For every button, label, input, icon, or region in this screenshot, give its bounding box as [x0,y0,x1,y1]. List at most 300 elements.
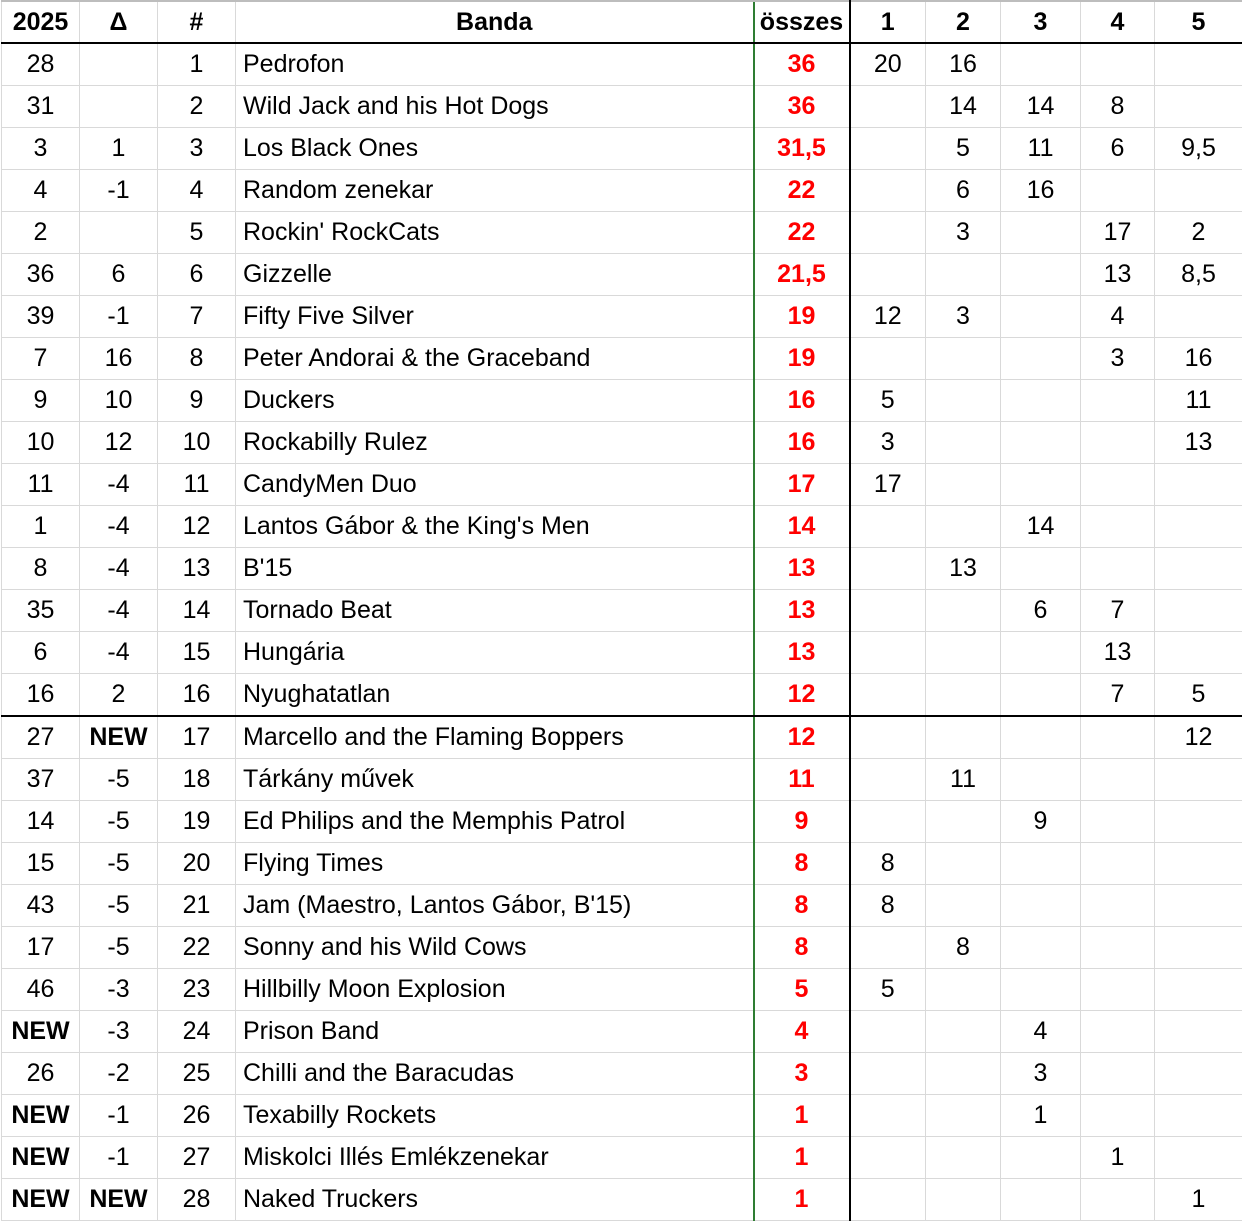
band-name-cell: Hungária [236,632,754,674]
round-5-cell [1155,927,1242,969]
delta-cell: 6 [80,254,158,296]
round-2-cell [926,716,1001,759]
round-4-cell [1081,43,1155,86]
round-3-cell [1001,632,1081,674]
table-row [2,632,1242,674]
band-name-cell: Marcello and the Flaming Boppers [236,716,754,759]
round-1-cell [850,128,926,170]
band-name-cell: Naked Truckers [236,1179,754,1221]
band-name-cell: Random zenekar [236,170,754,212]
table-row [2,885,1242,927]
year-cell: 46 [2,969,80,1011]
year-cell: 35 [2,590,80,632]
round-4-cell [1081,969,1155,1011]
round-3-cell: 9 [1001,801,1081,843]
col-header-round-2: 2 [926,1,1001,43]
round-2-cell: 16 [926,43,1001,86]
table-row [2,43,1242,86]
band-name-cell: Sonny and his Wild Cows [236,927,754,969]
delta-cell: -3 [80,1011,158,1053]
round-1-cell [850,86,926,128]
band-name-cell: Wild Jack and his Hot Dogs [236,86,754,128]
rank-cell: 21 [158,885,236,927]
rank-cell: 18 [158,759,236,801]
round-1-cell [850,759,926,801]
table-row [2,212,1242,254]
table-row [2,843,1242,885]
col-header-round-5: 5 [1155,1,1242,43]
total-cell: 17 [754,464,850,506]
round-4-cell: 3 [1081,338,1155,380]
round-1-cell [850,674,926,717]
round-1-cell [850,801,926,843]
round-2-cell [926,422,1001,464]
round-4-cell [1081,1011,1155,1053]
col-header-band: Banda [236,1,754,43]
round-2-cell [926,1179,1001,1221]
table-row [2,296,1242,338]
round-2-cell [926,843,1001,885]
rank-cell: 24 [158,1011,236,1053]
round-2-cell: 11 [926,759,1001,801]
round-3-cell [1001,254,1081,296]
table-row [2,801,1242,843]
table-row [2,464,1242,506]
round-4-cell [1081,843,1155,885]
delta-cell [80,86,158,128]
round-2-cell [926,1095,1001,1137]
rank-cell: 4 [158,170,236,212]
round-1-cell [850,1179,926,1221]
round-4-cell [1081,380,1155,422]
table-row [2,380,1242,422]
year-cell: 26 [2,1053,80,1095]
total-cell: 13 [754,632,850,674]
round-2-cell [926,885,1001,927]
round-3-cell [1001,43,1081,86]
round-3-cell: 4 [1001,1011,1081,1053]
round-3-cell [1001,843,1081,885]
col-header-year: 2025 [2,1,80,43]
round-2-cell [926,254,1001,296]
round-4-cell: 7 [1081,674,1155,717]
round-2-cell [926,380,1001,422]
rank-cell: 3 [158,128,236,170]
total-cell: 11 [754,759,850,801]
delta-cell: -5 [80,885,158,927]
round-3-cell [1001,1179,1081,1221]
total-cell: 8 [754,885,850,927]
round-5-cell [1155,590,1242,632]
year-cell: 1 [2,506,80,548]
rank-cell: 22 [158,927,236,969]
year-cell: NEW [2,1137,80,1179]
band-name-cell: Rockabilly Rulez [236,422,754,464]
round-4-cell [1081,1095,1155,1137]
delta-cell: -5 [80,843,158,885]
table-row [2,1053,1242,1095]
round-1-cell [850,170,926,212]
round-3-cell [1001,212,1081,254]
total-cell: 1 [754,1137,850,1179]
year-cell: 17 [2,927,80,969]
round-5-cell [1155,885,1242,927]
round-5-cell: 2 [1155,212,1242,254]
round-5-cell [1155,43,1242,86]
round-1-cell: 3 [850,422,926,464]
total-cell: 4 [754,1011,850,1053]
year-cell: 15 [2,843,80,885]
table-row [2,422,1242,464]
band-name-cell: Chilli and the Baracudas [236,1053,754,1095]
round-3-cell: 11 [1001,128,1081,170]
table-row [2,759,1242,801]
rank-cell: 27 [158,1137,236,1179]
round-4-cell [1081,464,1155,506]
round-1-cell [850,212,926,254]
round-5-cell [1155,759,1242,801]
round-4-cell [1081,759,1155,801]
year-cell: 4 [2,170,80,212]
delta-cell: -5 [80,927,158,969]
round-2-cell: 3 [926,212,1001,254]
band-name-cell: Pedrofon [236,43,754,86]
table-row [2,128,1242,170]
round-3-cell: 3 [1001,1053,1081,1095]
rank-cell: 13 [158,548,236,590]
band-name-cell: Miskolci Illés Emlékzenekar [236,1137,754,1179]
round-3-cell [1001,296,1081,338]
round-4-cell [1081,1053,1155,1095]
round-4-cell [1081,801,1155,843]
round-2-cell: 6 [926,170,1001,212]
delta-cell: 16 [80,338,158,380]
round-3-cell [1001,969,1081,1011]
rank-cell: 25 [158,1053,236,1095]
col-header-round-3: 3 [1001,1,1081,43]
round-2-cell: 5 [926,128,1001,170]
round-3-cell [1001,338,1081,380]
round-1-cell [850,1053,926,1095]
round-5-cell [1155,296,1242,338]
rank-cell: 15 [158,632,236,674]
delta-cell: -3 [80,969,158,1011]
round-1-cell: 5 [850,380,926,422]
rank-cell: 19 [158,801,236,843]
band-name-cell: Flying Times [236,843,754,885]
rank-cell: 26 [158,1095,236,1137]
round-5-cell [1155,506,1242,548]
delta-cell: 2 [80,674,158,717]
round-4-cell [1081,506,1155,548]
delta-cell: -1 [80,1137,158,1179]
round-2-cell [926,1137,1001,1179]
total-cell: 1 [754,1095,850,1137]
total-cell: 1 [754,1179,850,1221]
delta-cell: -2 [80,1053,158,1095]
year-cell: 37 [2,759,80,801]
round-4-cell: 13 [1081,632,1155,674]
rank-cell: 20 [158,843,236,885]
round-2-cell [926,464,1001,506]
rank-cell: 6 [158,254,236,296]
year-cell: 39 [2,296,80,338]
round-2-cell: 14 [926,86,1001,128]
table-row [2,338,1242,380]
round-4-cell [1081,1179,1155,1221]
round-2-cell [926,338,1001,380]
table-row [2,548,1242,590]
band-name-cell: Tárkány művek [236,759,754,801]
round-4-cell [1081,548,1155,590]
total-cell: 8 [754,843,850,885]
band-name-cell: Ed Philips and the Memphis Patrol [236,801,754,843]
band-name-cell: Duckers [236,380,754,422]
round-2-cell [926,969,1001,1011]
rank-cell: 12 [158,506,236,548]
round-1-cell: 17 [850,464,926,506]
round-4-cell: 17 [1081,212,1155,254]
band-name-cell: Los Black Ones [236,128,754,170]
table-row [2,590,1242,632]
round-4-cell: 4 [1081,296,1155,338]
year-cell: 8 [2,548,80,590]
table-row [2,969,1242,1011]
year-cell: NEW [2,1095,80,1137]
year-cell: NEW [2,1011,80,1053]
round-4-cell: 1 [1081,1137,1155,1179]
year-cell: 31 [2,86,80,128]
round-3-cell [1001,380,1081,422]
table-row [2,254,1242,296]
table-row [2,716,1242,759]
standings-table [1,0,1242,1221]
round-2-cell [926,801,1001,843]
round-5-cell [1155,843,1242,885]
band-name-cell: Fifty Five Silver [236,296,754,338]
col-header-total: összes [754,1,850,43]
round-3-cell: 14 [1001,86,1081,128]
table-row [2,1011,1242,1053]
round-1-cell: 12 [850,296,926,338]
round-5-cell [1155,1095,1242,1137]
rank-cell: 5 [158,212,236,254]
round-4-cell: 6 [1081,128,1155,170]
round-5-cell: 13 [1155,422,1242,464]
year-cell: 36 [2,254,80,296]
round-5-cell: 11 [1155,380,1242,422]
band-name-cell: Rockin' RockCats [236,212,754,254]
band-name-cell: Nyughatatlan [236,674,754,717]
round-3-cell [1001,674,1081,717]
delta-cell: -1 [80,296,158,338]
round-2-cell [926,632,1001,674]
round-2-cell: 13 [926,548,1001,590]
total-cell: 9 [754,801,850,843]
year-cell: 6 [2,632,80,674]
table-row [2,674,1242,717]
round-2-cell [926,1011,1001,1053]
band-name-cell: Hillbilly Moon Explosion [236,969,754,1011]
round-5-cell: 1 [1155,1179,1242,1221]
delta-cell: 12 [80,422,158,464]
round-1-cell [850,590,926,632]
total-cell: 12 [754,674,850,717]
round-5-cell [1155,464,1242,506]
year-cell: NEW [2,1179,80,1221]
table-row [2,1137,1242,1179]
total-cell: 19 [754,338,850,380]
table-row [2,170,1242,212]
year-cell: 27 [2,716,80,759]
round-4-cell: 13 [1081,254,1155,296]
rank-cell: 14 [158,590,236,632]
table-row [2,1179,1242,1221]
round-1-cell: 8 [850,843,926,885]
table-body [2,43,1242,1221]
round-1-cell [850,506,926,548]
total-cell: 13 [754,548,850,590]
round-2-cell: 8 [926,927,1001,969]
delta-cell: 1 [80,128,158,170]
band-name-cell: CandyMen Duo [236,464,754,506]
band-name-cell: Texabilly Rockets [236,1095,754,1137]
col-header-delta: Δ [80,1,158,43]
round-3-cell: 14 [1001,506,1081,548]
round-4-cell [1081,422,1155,464]
rank-cell: 16 [158,674,236,717]
round-5-cell [1155,632,1242,674]
total-cell: 16 [754,380,850,422]
rank-cell: 28 [158,1179,236,1221]
band-name-cell: B'15 [236,548,754,590]
round-2-cell [926,506,1001,548]
round-3-cell [1001,1137,1081,1179]
col-header-round-4: 4 [1081,1,1155,43]
year-cell: 43 [2,885,80,927]
round-5-cell [1155,1053,1242,1095]
table-row [2,86,1242,128]
round-1-cell [850,1095,926,1137]
year-cell: 2 [2,212,80,254]
year-cell: 16 [2,674,80,717]
rank-cell: 8 [158,338,236,380]
round-5-cell [1155,801,1242,843]
total-cell: 22 [754,170,850,212]
year-cell: 28 [2,43,80,86]
round-5-cell [1155,1011,1242,1053]
round-1-cell [850,1011,926,1053]
round-5-cell [1155,969,1242,1011]
round-3-cell [1001,716,1081,759]
table-row [2,927,1242,969]
band-name-cell: Lantos Gábor & the King's Men [236,506,754,548]
round-5-cell: 12 [1155,716,1242,759]
delta-cell: -4 [80,632,158,674]
total-cell: 36 [754,43,850,86]
year-cell: 10 [2,422,80,464]
delta-cell: -4 [80,548,158,590]
round-3-cell [1001,464,1081,506]
total-cell: 31,5 [754,128,850,170]
delta-cell: -1 [80,1095,158,1137]
total-cell: 8 [754,927,850,969]
rank-cell: 7 [158,296,236,338]
delta-cell: -4 [80,590,158,632]
delta-cell: NEW [80,1179,158,1221]
delta-cell [80,212,158,254]
delta-cell: -5 [80,801,158,843]
total-cell: 36 [754,86,850,128]
total-cell: 5 [754,969,850,1011]
total-cell: 12 [754,716,850,759]
band-name-cell: Gizzelle [236,254,754,296]
year-cell: 14 [2,801,80,843]
round-1-cell: 20 [850,43,926,86]
delta-cell [80,43,158,86]
round-1-cell [850,632,926,674]
rank-cell: 2 [158,86,236,128]
rank-cell: 11 [158,464,236,506]
round-3-cell [1001,548,1081,590]
round-1-cell [850,548,926,590]
round-3-cell [1001,885,1081,927]
table-row [2,1095,1242,1137]
col-header-rank: # [158,1,236,43]
total-cell: 22 [754,212,850,254]
rank-cell: 9 [158,380,236,422]
round-1-cell [850,1137,926,1179]
round-3-cell [1001,759,1081,801]
round-5-cell: 5 [1155,674,1242,717]
total-cell: 19 [754,296,850,338]
rank-cell: 17 [158,716,236,759]
round-2-cell [926,674,1001,717]
round-1-cell [850,716,926,759]
round-5-cell [1155,170,1242,212]
total-cell: 16 [754,422,850,464]
rank-cell: 1 [158,43,236,86]
round-3-cell: 6 [1001,590,1081,632]
round-4-cell: 8 [1081,86,1155,128]
round-5-cell [1155,86,1242,128]
round-1-cell [850,254,926,296]
rank-cell: 23 [158,969,236,1011]
header-row [2,1,1242,43]
total-cell: 3 [754,1053,850,1095]
round-4-cell [1081,885,1155,927]
round-5-cell: 9,5 [1155,128,1242,170]
round-3-cell: 1 [1001,1095,1081,1137]
band-name-cell: Tornado Beat [236,590,754,632]
round-5-cell [1155,548,1242,590]
delta-cell: NEW [80,716,158,759]
round-4-cell [1081,716,1155,759]
round-3-cell [1001,422,1081,464]
round-3-cell: 16 [1001,170,1081,212]
round-1-cell [850,338,926,380]
round-1-cell: 5 [850,969,926,1011]
round-1-cell [850,927,926,969]
round-4-cell: 7 [1081,590,1155,632]
round-4-cell [1081,170,1155,212]
round-2-cell [926,1053,1001,1095]
round-3-cell [1001,927,1081,969]
rank-cell: 10 [158,422,236,464]
col-header-round-1: 1 [850,1,926,43]
band-name-cell: Peter Andorai & the Graceband [236,338,754,380]
year-cell: 7 [2,338,80,380]
